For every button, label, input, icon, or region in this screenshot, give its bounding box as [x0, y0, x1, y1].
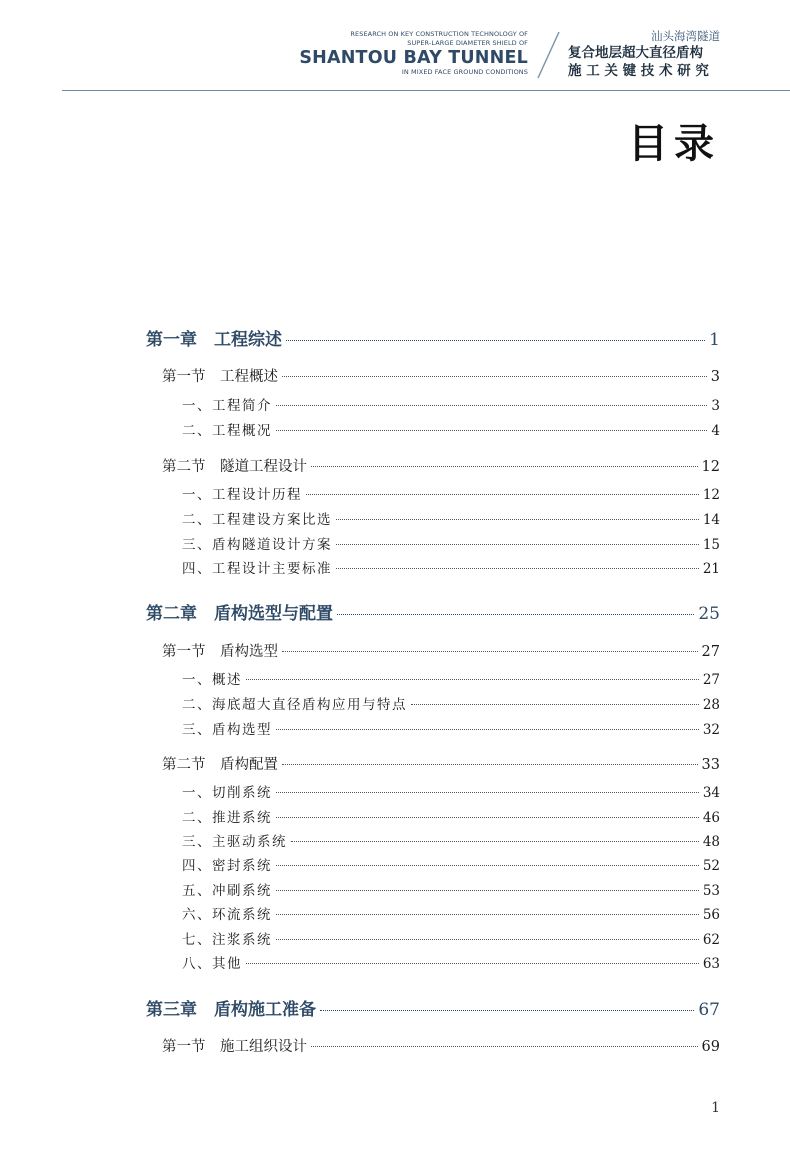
toc-dot-leader	[320, 1010, 694, 1011]
toc-entry-page: 27	[702, 672, 720, 688]
toc-entry-label: 八、其他	[182, 956, 242, 972]
toc-dot-leader	[291, 841, 699, 842]
toc-entry-label: 第二节 隧道工程设计	[162, 459, 307, 475]
header-en-line-3: IN MIXED FACE GROUND CONDITIONS	[401, 68, 528, 76]
toc-entry-label: 第一节 施工组织设计	[162, 1039, 307, 1055]
toc-dot-leader	[276, 405, 707, 406]
toc-entry-label: 第一节 工程概述	[162, 369, 278, 385]
toc-entry-page: 1	[709, 330, 720, 350]
toc-dot-leader	[411, 704, 699, 705]
toc-entry-label: 五、冲刷系统	[182, 883, 272, 899]
header-zh-line-2: 施 工 关 键 技 术 研 究	[568, 63, 709, 79]
page-number: 1	[711, 1100, 720, 1116]
toc-entry-page: 3	[711, 398, 720, 414]
toc-entry-label: 三、盾构选型	[182, 722, 272, 738]
toc-section-entry	[162, 1035, 720, 1056]
toc-chapter-entry	[146, 599, 720, 624]
toc-item-entry	[182, 806, 720, 826]
toc-entry-page: 12	[701, 459, 720, 475]
toc-entry-page: 56	[702, 907, 720, 923]
toc-dot-leader	[276, 914, 699, 915]
toc-entry-label: 二、推进系统	[182, 810, 272, 826]
toc-item-entry	[182, 557, 720, 577]
toc-entry-label: 三、主驱动系统	[182, 834, 287, 850]
header-en-title: SHANTOU BAY TUNNEL	[299, 48, 528, 68]
toc-item-entry	[182, 879, 720, 899]
toc-entry-label: 一、工程设计历程	[182, 487, 302, 503]
toc-entry-page: 3	[710, 369, 720, 385]
toc-dot-leader	[276, 729, 699, 730]
page-title: 目录	[628, 120, 720, 167]
toc-entry-page: 15	[702, 537, 720, 553]
toc-entry-label: 七、注浆系统	[182, 932, 272, 948]
toc-entry-label: 第三章 盾构施工准备	[146, 1000, 316, 1020]
toc-item-entry	[182, 903, 720, 923]
header-english-title	[299, 30, 528, 77]
toc-dot-leader	[276, 939, 699, 940]
toc-dot-leader	[311, 1046, 698, 1047]
toc-entry-label: 第二节 盾构配置	[162, 757, 278, 773]
header-zh-line-1: 复合地层超大直径盾构	[568, 45, 703, 61]
toc-entry-label: 一、切削系统	[182, 785, 272, 801]
toc-item-entry	[182, 394, 720, 414]
toc-entry-label: 六、环流系统	[182, 907, 272, 923]
toc-entry-page: 12	[702, 487, 720, 503]
toc-entry-label: 第二章 盾构选型与配置	[146, 604, 333, 624]
toc-dot-leader	[311, 466, 698, 467]
toc-entry-label: 一、概述	[182, 672, 242, 688]
toc-item-entry	[182, 668, 720, 688]
toc-entry-label: 三、盾构隧道设计方案	[182, 537, 332, 553]
running-header	[0, 0, 790, 95]
toc-entry-label: 第一节 盾构选型	[162, 644, 278, 660]
toc-section-entry	[162, 753, 720, 774]
toc-item-entry	[182, 419, 720, 439]
toc-dot-leader	[276, 890, 699, 891]
toc-entry-page: 46	[702, 810, 720, 826]
header-divider-slash	[535, 30, 561, 80]
toc-entry-page: 69	[701, 1039, 720, 1055]
toc-entry-page: 63	[702, 956, 720, 972]
toc-dot-leader	[276, 817, 699, 818]
toc-section-entry	[162, 365, 720, 386]
toc-chapter-entry	[146, 995, 720, 1020]
toc-dot-leader	[336, 519, 699, 520]
toc-entry-page: 21	[702, 561, 720, 577]
toc-entry-label: 第一章 工程综述	[146, 330, 282, 350]
toc-entry-label: 四、工程设计主要标准	[182, 561, 332, 577]
toc-entry-label: 二、工程概况	[182, 423, 272, 439]
toc-chapter-entry	[146, 325, 720, 350]
toc-entry-page: 62	[702, 932, 720, 948]
toc-item-entry	[182, 854, 720, 874]
toc-entry-page: 34	[702, 785, 720, 801]
toc-dot-leader	[282, 651, 698, 652]
toc-item-entry	[182, 928, 720, 948]
toc-section-entry	[162, 640, 720, 661]
toc-entry-page: 14	[702, 512, 720, 528]
toc-dot-leader	[246, 963, 699, 964]
toc-dot-leader	[286, 340, 705, 341]
toc-entry-page: 33	[701, 757, 720, 773]
toc-entry-page: 53	[702, 883, 720, 899]
toc-entry-label: 二、工程建设方案比选	[182, 512, 332, 528]
toc-item-entry	[182, 781, 720, 801]
toc-dot-leader	[282, 764, 698, 765]
toc-dot-leader	[246, 679, 699, 680]
toc-dot-leader	[276, 430, 707, 431]
toc-entry-label: 一、工程简介	[182, 398, 272, 414]
toc-dot-leader	[337, 614, 694, 615]
toc-item-entry	[182, 693, 720, 713]
toc-dot-leader	[282, 376, 707, 377]
header-rule	[62, 90, 790, 91]
toc-item-entry	[182, 533, 720, 553]
toc-dot-leader	[336, 544, 699, 545]
toc-item-entry	[182, 483, 720, 503]
toc-item-entry	[182, 508, 720, 528]
toc-item-entry	[182, 952, 720, 972]
header-zh-sub: 汕头海湾隧道	[651, 29, 720, 43]
toc-entry-page: 4	[711, 423, 720, 439]
toc-dot-leader	[276, 865, 699, 866]
toc-dot-leader	[306, 494, 699, 495]
header-chinese-title	[568, 28, 720, 80]
toc-section-entry	[162, 455, 720, 476]
toc-entry-page: 27	[701, 644, 720, 660]
toc-dot-leader	[336, 568, 699, 569]
header-en-line-1: RESEARCH ON KEY CONSTRUCTION TECHNOLOGY OF	[350, 30, 528, 38]
toc-entry-page: 25	[698, 604, 720, 624]
toc-entry-page: 48	[702, 834, 720, 850]
toc-entry-label: 二、海底超大直径盾构应用与特点	[182, 697, 407, 713]
toc-entry-label: 四、密封系统	[182, 858, 272, 874]
toc-dot-leader	[276, 792, 699, 793]
header-en-line-2: SUPER-LARGE DIAMETER SHIELD OF	[407, 39, 528, 47]
toc-entry-page: 32	[702, 722, 720, 738]
toc-entry-page: 52	[702, 858, 720, 874]
toc-item-entry	[182, 718, 720, 738]
toc-entry-page: 28	[702, 697, 720, 713]
toc-item-entry	[182, 830, 720, 850]
toc-entry-page: 67	[698, 1000, 720, 1020]
